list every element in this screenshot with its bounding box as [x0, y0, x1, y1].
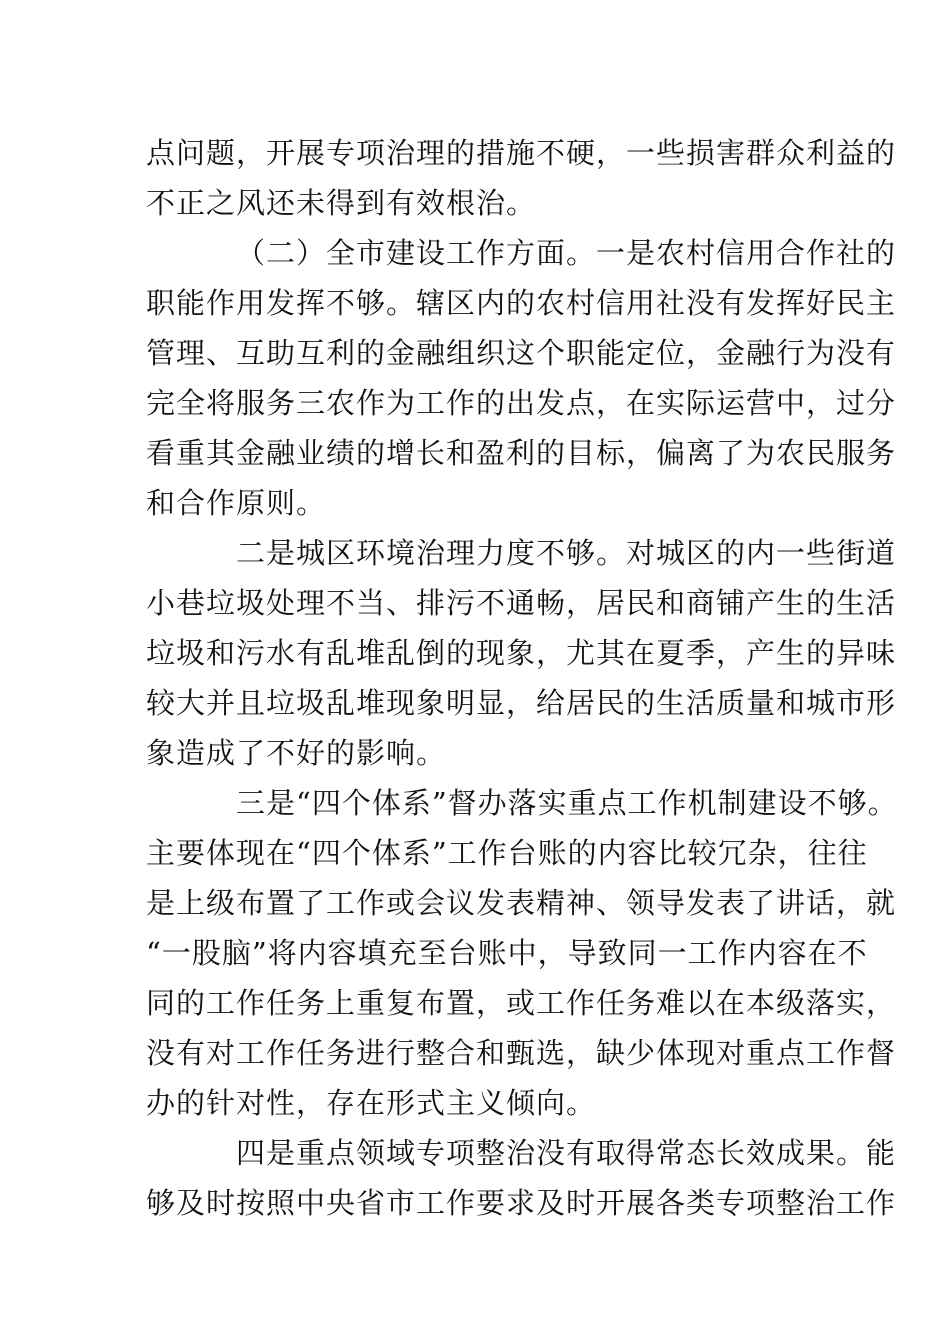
text-line: 同的工作任务上重复布置，或工作任务难以在本级落实，: [146, 986, 897, 1020]
text-line: 垃圾和污水有乱堆乱倒的现象，尤其在夏季，产生的异味: [146, 636, 897, 670]
paragraph-start-line: 二是城区环境治理力度不够。对城区的内一些街道: [236, 536, 897, 570]
text-line: 职能作用发挥不够。辖区内的农村信用社没有发挥好民主: [146, 286, 897, 320]
text-line: 象造成了不好的影响。: [146, 736, 447, 770]
text-line: 管理、互助互利的金融组织这个职能定位，金融行为没有: [146, 336, 897, 370]
text-line: 完全将服务三农作为工作的出发点，在实际运营中，过分: [146, 386, 897, 420]
text-line: 较大并且垃圾乱堆现象明显，给居民的生活质量和城市形: [146, 686, 897, 720]
text-line: 点问题，开展专项治理的措施不硬，一些损害群众利益的: [146, 136, 897, 170]
text-line: 够及时按照中央省市工作要求及时开展各类专项整治工作: [146, 1186, 897, 1220]
paragraph-start-line: 三是“四个体系”督办落实重点工作机制建设不够。: [236, 786, 898, 820]
text-line: 主要体现在“四个体系”工作台账的内容比较冗杂，往往: [146, 836, 868, 870]
paragraph-start-line: （二）全市建设工作方面。一是农村信用合作社的: [236, 236, 897, 270]
text-line: 小巷垃圾处理不当、排污不通畅，居民和商铺产生的生活: [146, 586, 897, 620]
text-line: 是上级布置了工作或会议发表精神、领导发表了讲话，就: [146, 886, 897, 920]
text-line: “一股脑”将内容填充至台账中，导致同一工作内容在不: [146, 936, 868, 970]
text-line: 不正之风还未得到有效根治。: [146, 186, 537, 220]
text-line: 和合作原则。: [146, 486, 327, 520]
paragraph-start-line: 四是重点领域专项整治没有取得常态长效成果。能: [236, 1136, 897, 1170]
text-line: 看重其金融业绩的增长和盈利的目标，偏离了为农民服务: [146, 436, 897, 470]
text-line: 没有对工作任务进行整合和甄选，缺少体现对重点工作督: [146, 1036, 897, 1070]
text-line: 办的针对性，存在形式主义倾向。: [146, 1086, 597, 1120]
